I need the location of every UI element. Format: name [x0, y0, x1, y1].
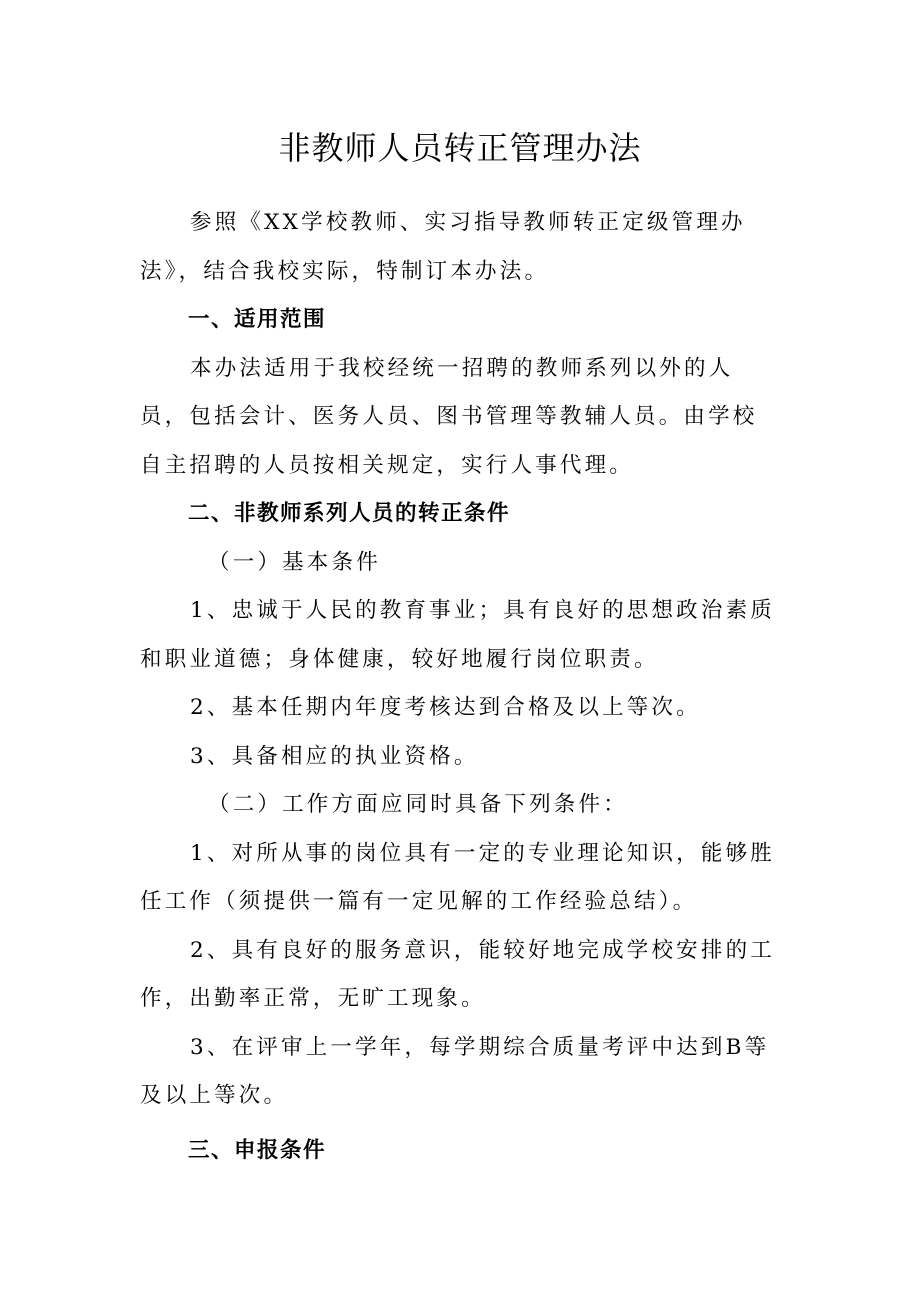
- work-condition-item: 1、对所从事的岗位具有一定的专业理论知识，能够胜任工作（须提供一篇有一定见解的工作经验总结）。: [140, 840, 775, 914]
- document-title: 非教师人员转正管理办法: [278, 129, 642, 167]
- subheading-work-conditions: （二）工作方面应同时具备下列条件：: [208, 792, 628, 817]
- work-condition-item: 2、具有良好的服务意识，能较好地完成学校安排的工作，出勤率正常，无旷工现象。: [140, 937, 775, 1011]
- work-condition-item: 3、在评审上一学年，每学期综合质量考评中达到B等及以上等次。: [140, 1034, 770, 1108]
- section-heading-conditions: 二、非教师系列人员的转正条件: [188, 501, 511, 526]
- intro-paragraph: 参照《XX学校教师、实习指导教师转正定级管理办法》，结合我校实际，特制订本办法。: [140, 210, 746, 284]
- subheading-basic-conditions: （一）基本条件: [208, 549, 381, 575]
- basic-condition-item: 3、具备相应的执业资格。: [190, 743, 479, 769]
- basic-condition-item: 1、忠诚于人民的教育事业；具有良好的思想政治素质和职业道德；身体健康，较好地履行岗位职责。: [140, 598, 775, 672]
- document-body: [140, 199, 782, 1175]
- scope-paragraph: 本办法适用于我校经统一招聘的教师系列以外的人员，包括会计、医务人员、图书管理等教辅人员。由学校自主招聘的人员按相关规定，实行人事代理。: [140, 355, 758, 478]
- section-heading-application: 三、申报条件: [188, 1137, 327, 1163]
- basic-condition-item: 2、基本任期内年度考核达到合格及以上等次。: [190, 695, 701, 720]
- section-heading-scope: 一、适用范围: [188, 307, 327, 332]
